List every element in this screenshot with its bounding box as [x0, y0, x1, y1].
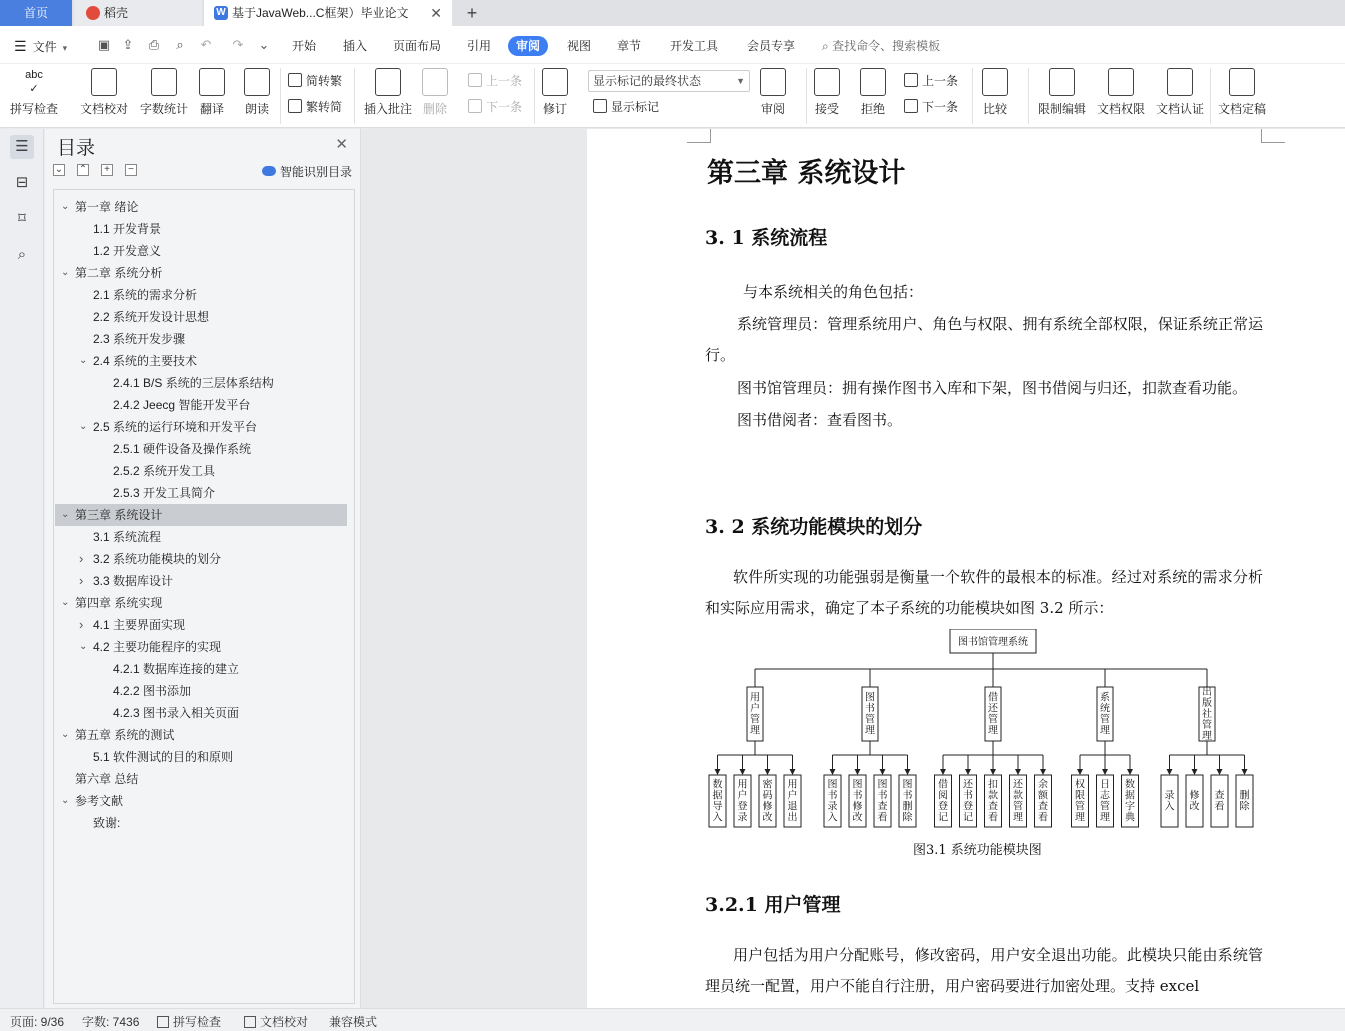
toc-item-label: 致谢: — [93, 816, 121, 830]
command-search[interactable] — [822, 36, 940, 56]
close-icon[interactable]: ✕ — [335, 136, 348, 153]
doc-permission-button[interactable] — [1097, 68, 1145, 117]
toc-item[interactable] — [55, 636, 347, 658]
paragraph-librarian: 图书馆管理员：拥有操作图书入库和下架，图书借阅与归还，扣款查看功能。 — [737, 379, 1248, 397]
toc-list — [53, 189, 355, 1004]
restrict-edit-button[interactable] — [1038, 68, 1086, 117]
proof-icon — [244, 1016, 256, 1028]
permission-icon — [1108, 68, 1134, 96]
delete-comment-label: 删除 — [422, 102, 447, 116]
chevron-down-icon[interactable]: ⌄ — [79, 421, 88, 432]
crop-mark — [1261, 129, 1285, 143]
toc-item-label: 3.2 系统功能模块的划分 — [93, 552, 222, 566]
function-node-label: 密码修改 — [762, 779, 773, 824]
save-icon[interactable]: ▣ — [97, 37, 111, 52]
arrowhead — [1192, 769, 1198, 775]
function-node-label: 图书查看 — [877, 779, 888, 824]
word-count-indicator[interactable]: 字数: 7436 — [82, 1015, 140, 1029]
toc-item[interactable] — [55, 328, 347, 350]
reject-button[interactable] — [860, 68, 886, 117]
function-node-label: 查看 — [1214, 790, 1225, 813]
ribbon-divider — [354, 68, 355, 124]
to-traditional-button[interactable] — [288, 72, 342, 89]
accept-icon — [814, 68, 840, 96]
chevron-down-icon[interactable]: ⌄ — [61, 729, 70, 740]
document-area — [362, 129, 1345, 1008]
redo-icon[interactable]: ↷ — [232, 37, 244, 52]
remove-heading-icon[interactable]: − — [125, 164, 137, 176]
toc-item[interactable] — [55, 724, 347, 746]
track-changes-label: 修订 — [542, 102, 567, 116]
show-markup-button[interactable] — [593, 98, 659, 115]
ribbon-divider — [972, 68, 973, 124]
traditional-icon — [288, 73, 302, 87]
toc-item[interactable] — [55, 526, 347, 548]
finalize-icon — [1229, 68, 1255, 96]
add-heading-icon[interactable]: + — [101, 164, 113, 176]
doc-finalize-label: 文档定稿 — [1218, 102, 1267, 116]
toc-item-label: 4.1 主要界面实现 — [93, 618, 186, 632]
toc-item[interactable] — [55, 460, 347, 482]
function-module-diagram — [705, 629, 1265, 869]
print-icon[interactable]: ⎙ — [148, 37, 160, 52]
accept-button[interactable] — [814, 68, 840, 117]
toc-item-label: 1.2 开发意义 — [93, 244, 162, 258]
chevron-down-icon[interactable]: ⌄ — [61, 267, 70, 278]
status-spellcheck[interactable] — [157, 1013, 221, 1030]
next-comment-button[interactable] — [468, 98, 522, 115]
function-node-label: 用户退出 — [787, 779, 798, 824]
function-node-label: 扣款查看 — [988, 779, 998, 824]
file-menu[interactable] — [14, 36, 67, 56]
command-search-placeholder: 查找命令、搜索模板 — [832, 39, 941, 53]
toc-title: 目录 — [57, 138, 96, 159]
next-change-icon — [904, 99, 918, 113]
prev-comment-label: 上一条 — [486, 74, 523, 88]
toc-item-label: 2.1 系统的需求分析 — [93, 288, 198, 302]
section-3-2-heading: 3. 2 系统功能模块的划分 — [705, 516, 923, 538]
toc-item-label: 2.2 系统开发设计思想 — [93, 310, 210, 324]
to-simplified-label: 繁转简 — [306, 100, 343, 114]
doc-cert-button[interactable] — [1156, 68, 1204, 117]
toc-item[interactable] — [55, 746, 347, 768]
arrowhead — [905, 769, 911, 775]
hamburger-icon: ☰ — [14, 38, 27, 54]
toc-item[interactable] — [55, 240, 347, 262]
toc-item-label: 第五章 系统的测试 — [75, 728, 175, 742]
doc-proof-label: 文档校对 — [80, 102, 129, 116]
menu-tab-review[interactable]: 审阅 — [508, 36, 548, 56]
word-doc-icon: W — [214, 6, 228, 20]
module-node-label: 借还管理 — [988, 692, 998, 737]
tab-daoke-label: 稻壳 — [104, 6, 129, 20]
toc-item[interactable] — [55, 812, 347, 834]
doc-proof-icon — [91, 68, 117, 96]
function-node-label: 用户登录 — [737, 779, 748, 824]
arrowhead — [990, 769, 996, 775]
tab-home[interactable]: 首页 — [0, 0, 72, 26]
insert-comment-label: 插入批注 — [364, 102, 413, 116]
comment-icon — [375, 68, 401, 96]
prev-change-button[interactable] — [904, 72, 958, 89]
menu-tab-references[interactable]: 引用 — [467, 39, 492, 53]
status-bar — [0, 1008, 1345, 1031]
ribbon-divider — [280, 68, 281, 124]
status-doc-proof[interactable] — [244, 1013, 308, 1030]
menu-tab-developer[interactable]: 开发工具 — [670, 39, 719, 53]
chevron-right-icon[interactable]: › — [79, 551, 84, 566]
module-node-label: 用户管理 — [750, 692, 760, 737]
undo-icon[interactable]: ↶ — [200, 37, 212, 52]
toc-item[interactable] — [55, 680, 347, 702]
toc-item-label: 2.5.1 硬件设备及操作系统 — [113, 442, 252, 456]
close-tab-icon[interactable]: ✕ — [430, 5, 442, 21]
function-node-label: 日志管理 — [1100, 779, 1110, 824]
function-node-label: 删除 — [1239, 790, 1250, 813]
arrowhead — [715, 769, 721, 775]
function-node-label: 图书修改 — [852, 779, 863, 824]
root-node-label: 图书馆管理系统 — [958, 637, 1028, 648]
toc-item-label: 3.3 数据库设计 — [93, 574, 174, 588]
doc-proof-button[interactable] — [80, 68, 128, 117]
show-markup-icon — [593, 99, 607, 113]
daoke-logo-icon — [86, 6, 100, 20]
new-tab-button[interactable]: + — [466, 3, 478, 23]
toc-item[interactable] — [55, 416, 347, 438]
toc-item-label: 第二章 系统分析 — [75, 266, 163, 280]
track-changes-button[interactable] — [542, 68, 568, 117]
arrowhead — [940, 769, 946, 775]
toc-item[interactable] — [55, 658, 347, 680]
arrowhead — [1077, 769, 1083, 775]
paragraph-borrower: 图书借阅者：查看图书。 — [737, 411, 903, 429]
read-aloud-button[interactable] — [244, 68, 270, 117]
show-markup-label: 显示标记 — [611, 100, 660, 114]
arrowhead — [1217, 769, 1223, 775]
more-chevron-icon[interactable]: ⌄ — [258, 37, 270, 52]
spellcheck-label: 拼写检查 — [10, 102, 59, 116]
search-icon: ⌕ — [822, 39, 829, 53]
toc-item[interactable] — [55, 306, 347, 328]
toc-item-label: 4.2.1 数据库连接的建立 — [113, 662, 240, 676]
crop-mark — [687, 129, 711, 143]
prev-comment-button[interactable] — [468, 72, 522, 89]
toc-item[interactable] — [55, 790, 347, 812]
arrowhead — [790, 769, 796, 775]
chevron-down-icon[interactable]: ⌄ — [61, 795, 70, 806]
chevron-down-icon: ▼ — [736, 76, 745, 86]
smart-toc-label: 智能识别目录 — [279, 165, 352, 179]
paragraph-user-management: 用户包括为用户分配账号，修改密码，用户安全退出功能。此模块只能由系统管理员统一配置，用户不能自行注册，用户密码要进行加密处理。支持 excel — [705, 946, 1263, 995]
checkbox-icon — [157, 1016, 169, 1028]
next-change-label: 下一条 — [922, 100, 959, 114]
tab-document-label: 基于JavaWeb...C框架）毕业论文 — [232, 6, 409, 20]
toc-item[interactable] — [55, 196, 347, 218]
chevron-down-icon[interactable]: ⌄ — [61, 201, 70, 212]
paragraph-modules-intro: 软件所实现的功能强弱是衡量一个软件的最根本的标准。经过对系统的需求分析和实际应用需求，确定了本子系统的功能模块如图 3.2 所示： — [705, 568, 1263, 617]
paragraph-roles-intro: 与本系统相关的角色包括： — [743, 283, 924, 301]
markup-state-value: 显示标记的最终状态 — [593, 74, 702, 88]
next-comment-label: 下一条 — [486, 100, 523, 114]
ribbon-divider — [534, 68, 535, 124]
toc-item[interactable] — [55, 482, 347, 504]
arrowhead — [880, 769, 886, 775]
compare-icon — [982, 68, 1008, 96]
file-menu-label: 文件 — [32, 40, 57, 54]
menu-tab-chapter[interactable]: 章节 — [617, 39, 642, 53]
figure-caption: 图3.1 系统功能模块图 — [913, 843, 1042, 858]
menu-bar — [0, 26, 1345, 64]
toc-item-label: 第三章 系统设计 — [75, 508, 163, 522]
toc-item[interactable] — [55, 570, 347, 592]
smart-toc-button[interactable] — [262, 163, 352, 180]
reject-icon — [860, 68, 886, 96]
toc-item-label: 2.5.2 系统开发工具 — [113, 464, 216, 478]
markup-state-select[interactable] — [588, 70, 750, 92]
toc-item-label: 2.3 系统开发步骤 — [93, 332, 186, 346]
word-count-icon — [151, 68, 177, 96]
expand-level-icon[interactable]: ⌃ — [78, 164, 88, 175]
toc-item[interactable] — [55, 372, 347, 394]
doc-cert-label: 文档认证 — [1156, 102, 1205, 116]
prev-comment-icon — [468, 73, 482, 87]
arrowhead — [855, 769, 861, 775]
function-node-label: 权限管理 — [1075, 779, 1085, 824]
toc-item-label: 5.1 软件测试的目的和原则 — [93, 750, 234, 764]
tab-document[interactable] — [204, 0, 452, 26]
collapse-all-icon[interactable]: ⌄ — [54, 164, 64, 175]
toc-item-label: 2.5 系统的运行环境和开发平台 — [93, 420, 258, 434]
paragraph-sysadmin: 系统管理员：管理系统用户、角色与权限、拥有系统全部权限，保证系统正常运行。 — [705, 315, 1263, 364]
arrowhead — [1167, 769, 1173, 775]
module-node-label: 系统管理 — [1100, 692, 1110, 737]
toc-item-label: 参考文献 — [75, 794, 124, 808]
toc-item-label: 2.4.2 Jeecg 智能开发平台 — [113, 398, 251, 412]
menu-tab-insert[interactable]: 插入 — [343, 39, 368, 53]
toc-item-label: 2.4.1 B/S 系统的三层体系结构 — [113, 376, 274, 390]
restrict-edit-label: 限制编辑 — [1038, 102, 1087, 116]
arrowhead — [830, 769, 836, 775]
arrowhead — [965, 769, 971, 775]
chevron-right-icon[interactable]: › — [79, 617, 84, 632]
toc-item[interactable] — [55, 284, 347, 306]
chevron-down-icon[interactable]: ⌄ — [79, 355, 88, 366]
toc-item-label: 第一章 绪论 — [75, 200, 139, 214]
arrowhead — [1015, 769, 1021, 775]
track-changes-icon — [542, 68, 568, 96]
toc-panel — [45, 129, 361, 1008]
toc-item[interactable] — [55, 350, 347, 372]
toc-item[interactable] — [55, 504, 347, 526]
toc-panel-icon[interactable]: ☰ — [10, 135, 34, 159]
doc-permission-label: 文档权限 — [1097, 102, 1146, 116]
window-tab-bar — [0, 0, 1345, 26]
lock-doc-icon — [1049, 68, 1075, 96]
menu-tab-start[interactable]: 开始 — [292, 39, 317, 53]
document-page[interactable] — [587, 129, 1345, 1008]
toc-item-label: 4.2 主要功能程序的实现 — [93, 640, 222, 654]
toc-item[interactable] — [55, 262, 347, 284]
toc-item-label: 第六章 总结 — [75, 772, 139, 786]
function-node-label: 图书录入 — [827, 779, 838, 824]
function-node-label: 还款管理 — [1013, 779, 1023, 824]
arrowhead — [1127, 769, 1133, 775]
delete-comment-button[interactable] — [422, 68, 448, 117]
reject-label: 拒绝 — [860, 102, 885, 116]
accept-label: 接受 — [814, 102, 839, 116]
arrowhead — [765, 769, 771, 775]
ribbon-divider — [1210, 68, 1211, 124]
toc-item-label: 2.5.3 开发工具简介 — [113, 486, 216, 500]
section-3-2-1-heading: 3.2.1 用户管理 — [705, 894, 841, 916]
read-aloud-icon — [244, 68, 270, 96]
menu-tab-member[interactable]: 会员专享 — [747, 39, 796, 53]
toc-item[interactable] — [55, 702, 347, 724]
simplified-icon — [288, 99, 302, 113]
ribbon-divider — [806, 68, 807, 124]
translate-label: 翻译 — [199, 102, 224, 116]
review-pane-icon — [760, 68, 786, 96]
module-node-label: 出版社管理 — [1202, 687, 1212, 742]
toc-item[interactable] — [55, 218, 347, 240]
sidebar-rail — [0, 129, 44, 1008]
review-ribbon — [0, 64, 1345, 128]
delete-comment-icon — [422, 68, 448, 96]
chevron-down-icon[interactable]: ⌄ — [79, 641, 88, 652]
compare-label: 比较 — [982, 102, 1007, 116]
ribbon-divider — [1028, 68, 1029, 124]
function-node-label: 借阅登记 — [938, 779, 948, 824]
toc-item-label: 4.2.2 图书添加 — [113, 684, 192, 698]
arrowhead — [1102, 769, 1108, 775]
prev-change-icon — [904, 73, 918, 87]
translate-button[interactable] — [199, 68, 225, 117]
toc-item-label: 第四章 系统实现 — [75, 596, 163, 610]
status-spellcheck-label: 拼写检查 — [173, 1015, 222, 1029]
chevron-right-icon[interactable]: › — [79, 573, 84, 588]
function-node-label: 还书登记 — [963, 779, 973, 824]
search-icon[interactable]: ⌕ — [17, 246, 27, 263]
next-comment-icon — [468, 99, 482, 113]
insert-comment-button[interactable] — [364, 68, 412, 117]
next-change-button[interactable] — [904, 98, 958, 115]
toc-item[interactable] — [55, 592, 347, 614]
toc-item-label: 2.4 系统的主要技术 — [93, 354, 198, 368]
to-traditional-label: 简转繁 — [306, 74, 343, 88]
menu-tab-layout[interactable]: 页面布局 — [393, 39, 442, 53]
toc-item-label: 3.1 系统流程 — [93, 530, 162, 544]
word-count-button[interactable] — [140, 68, 188, 117]
toc-item[interactable] — [55, 548, 347, 570]
page-indicator[interactable]: 页面: 9/36 — [10, 1015, 65, 1029]
word-count-label: 字数统计 — [140, 102, 189, 116]
chapter-heading: 第三章 系统设计 — [707, 158, 906, 189]
read-aloud-label: 朗读 — [244, 102, 269, 116]
function-node-label: 数据导入 — [712, 779, 723, 824]
smart-icon — [262, 166, 276, 176]
status-doc-proof-label: 文档校对 — [260, 1015, 309, 1029]
function-node-label: 修改 — [1189, 790, 1200, 813]
toc-item[interactable] — [55, 768, 347, 790]
print-preview-icon[interactable]: ⌕ — [176, 37, 184, 52]
toc-item[interactable] — [55, 394, 347, 416]
section-3-1-heading: 3. 1 系统流程 — [705, 227, 828, 249]
toc-item[interactable] — [55, 438, 347, 460]
menu-tab-view[interactable]: 视图 — [567, 39, 592, 53]
bookmark-icon[interactable]: ⌑ — [18, 210, 26, 227]
certificate-icon — [1167, 68, 1193, 96]
arrowhead — [1040, 769, 1046, 775]
function-node-label: 图书删除 — [902, 779, 913, 824]
function-node-label: 录入 — [1164, 790, 1175, 813]
to-simplified-button[interactable] — [288, 98, 342, 115]
doc-finalize-button[interactable] — [1218, 68, 1266, 117]
spellcheck-button[interactable] — [10, 68, 58, 117]
function-node-label: 数据字典 — [1125, 779, 1135, 824]
export-icon[interactable]: ⇪ — [122, 37, 134, 52]
translate-icon — [199, 68, 225, 96]
arrowhead — [1242, 769, 1248, 775]
module-node-label: 图书管理 — [865, 692, 875, 737]
compare-button[interactable] — [982, 68, 1008, 117]
review-pane-label: 审阅 — [760, 102, 785, 116]
spellcheck-icon: abc ✓ — [25, 69, 43, 95]
chevron-down-icon[interactable]: ⌄ — [61, 509, 70, 520]
toc-item-label: 1.1 开发背景 — [93, 222, 162, 236]
compat-mode: 兼容模式 — [329, 1015, 378, 1029]
chevron-down-icon[interactable]: ⌄ — [61, 597, 70, 608]
prev-change-label: 上一条 — [922, 74, 959, 88]
arrowhead — [740, 769, 746, 775]
toc-item-label: 4.2.3 图书录入相关页面 — [113, 706, 240, 720]
navigation-icon[interactable]: ⊟ — [15, 174, 29, 191]
tab-daoke[interactable] — [74, 0, 202, 26]
function-node-label: 余额查看 — [1038, 779, 1048, 824]
toc-item[interactable] — [55, 614, 347, 636]
review-pane-button[interactable] — [760, 68, 786, 117]
chevron-down-icon: ▾ — [62, 43, 68, 53]
